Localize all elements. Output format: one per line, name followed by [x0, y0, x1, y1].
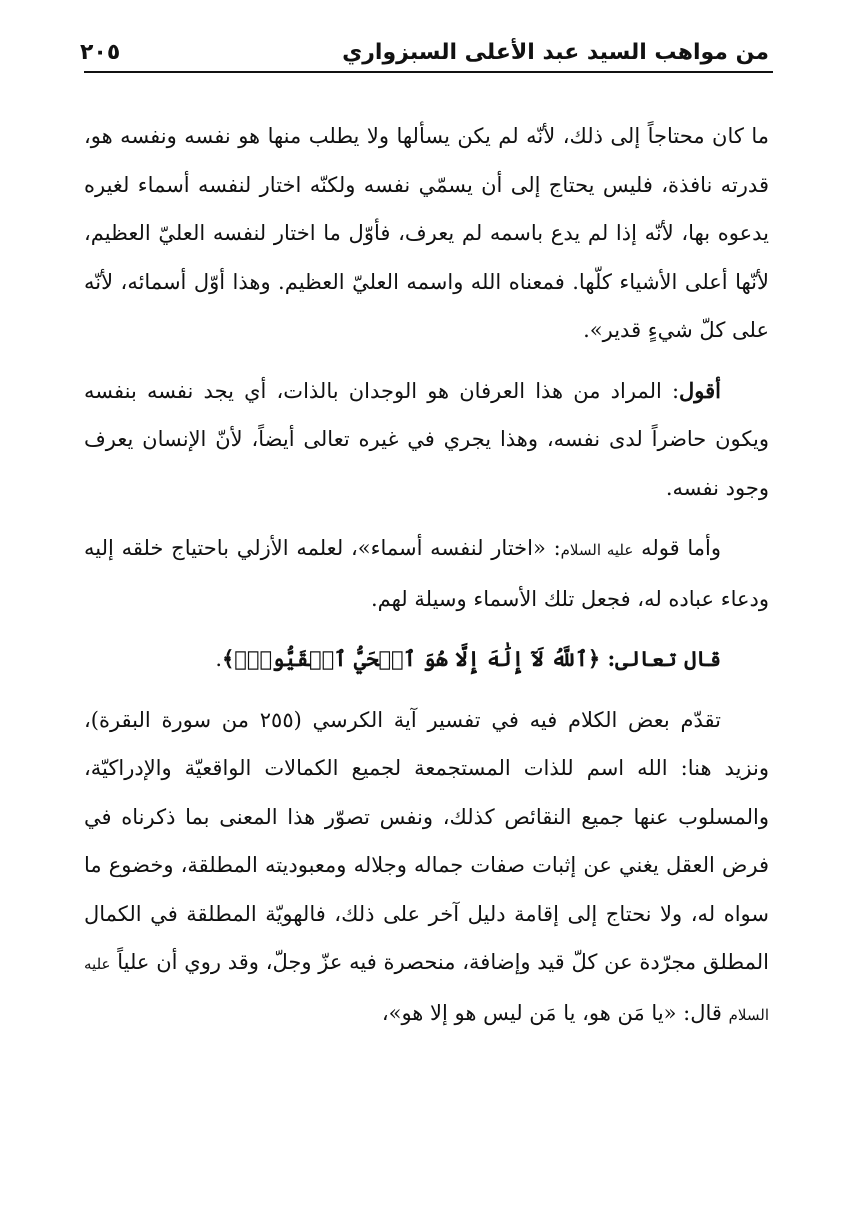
page-number: ٢٠٥ [80, 40, 121, 65]
paragraph-2 [84, 367, 769, 513]
paragraph-1 [84, 112, 769, 355]
paragraph-4 [84, 635, 769, 684]
honorific-glyph: عليه السلام [84, 955, 769, 1024]
paragraph-4-lead: قال تعالى [615, 646, 721, 671]
header-rule [84, 71, 773, 73]
paragraph-3-text-before: وأما قوله [633, 536, 721, 560]
paragraph-5-text-after: قال: «يا مَن هو، يا مَن ليس هو إلا هو»، [381, 1000, 729, 1025]
paragraph-2-text: : المراد من هذا العرفان هو الوجدان بالذات، أي يجد نفسه بنفسه ويكون حاضراً لدى نفسه، وهذا يجري في غيره تعالى أيضاً، لأنّ الإنسان يعرف وجود نفسه. [84, 378, 769, 500]
paragraph-1-text: ما كان محتاجاً إلى ذلك، لأنّه لم يكن يسألها ولا يطلب منها هو نفسه ونفسه هو، قدرته نافذة، فليس يحتاج إلى أن يسمّي نفسه ولكنّه اختار لنفسه أسماء لغيره يدعوه بها، لأنّه إذا لم يدع باسمه لم يعرف، فأوّل ما اختار لنفسه العليّ العظيم، لأنّها أعلى الأشياء كلّها. فمعناه الله واسمه العليّ العظيم. وهذا أوّل أسمائه، لأنّه على كلّ شيءٍ قدير». [84, 124, 769, 342]
paragraph-2-lead: أقول [679, 377, 721, 403]
running-head: من مواهب السيد عبد الأعلى السبزواري [342, 40, 769, 65]
page-header [80, 28, 769, 72]
body-text [84, 112, 769, 1039]
honorific-glyph: عليه السلام [560, 541, 634, 559]
paragraph-4-end: . [215, 647, 222, 671]
paragraph-3 [84, 524, 769, 623]
quran-verse: : ﴿ٱللَّهُ لَآ إِلَٰهَ إِلَّا هُوَ ٱلۡحَيُّ ٱلۡقَيُّومُۚ﴾ [222, 646, 616, 671]
paragraph-3-text-after: : «اختار لنفسه أسماء»، لعلمه الأزلي باحتياج خلقه إليه ودعاء عباده له، فجعل تلك الأسماء وسيلة لهم. [84, 536, 769, 611]
paragraph-5 [84, 696, 769, 1040]
paragraph-5-text-before: تقدّم بعض الكلام فيه في تفسير آية الكرسي (٢٥٥ من سورة البقرة)، ونزيد هنا: الله اسم للذات المستجمعة لجميع الكمالات الواقعيّة والإدراكيّة، والمسلوب عنها جميع النقائص كذلك، ونفس تصوّر هذا المعنى بما ذكرناه في فرض العقل يغني عن إثبات صفات جماله وجلاله ومعبوديته المطلقة، وخضوع ما سواه له، ولا نحتاج إلى إقامة دليل آخر على ذلك، فالهويّة المطلقة في الكمال المطلق مجرّدة عن كلّ قيد وإضافة، منحصرة فيه عزّ وجلّ، وقد روي أن علياً [84, 707, 769, 974]
